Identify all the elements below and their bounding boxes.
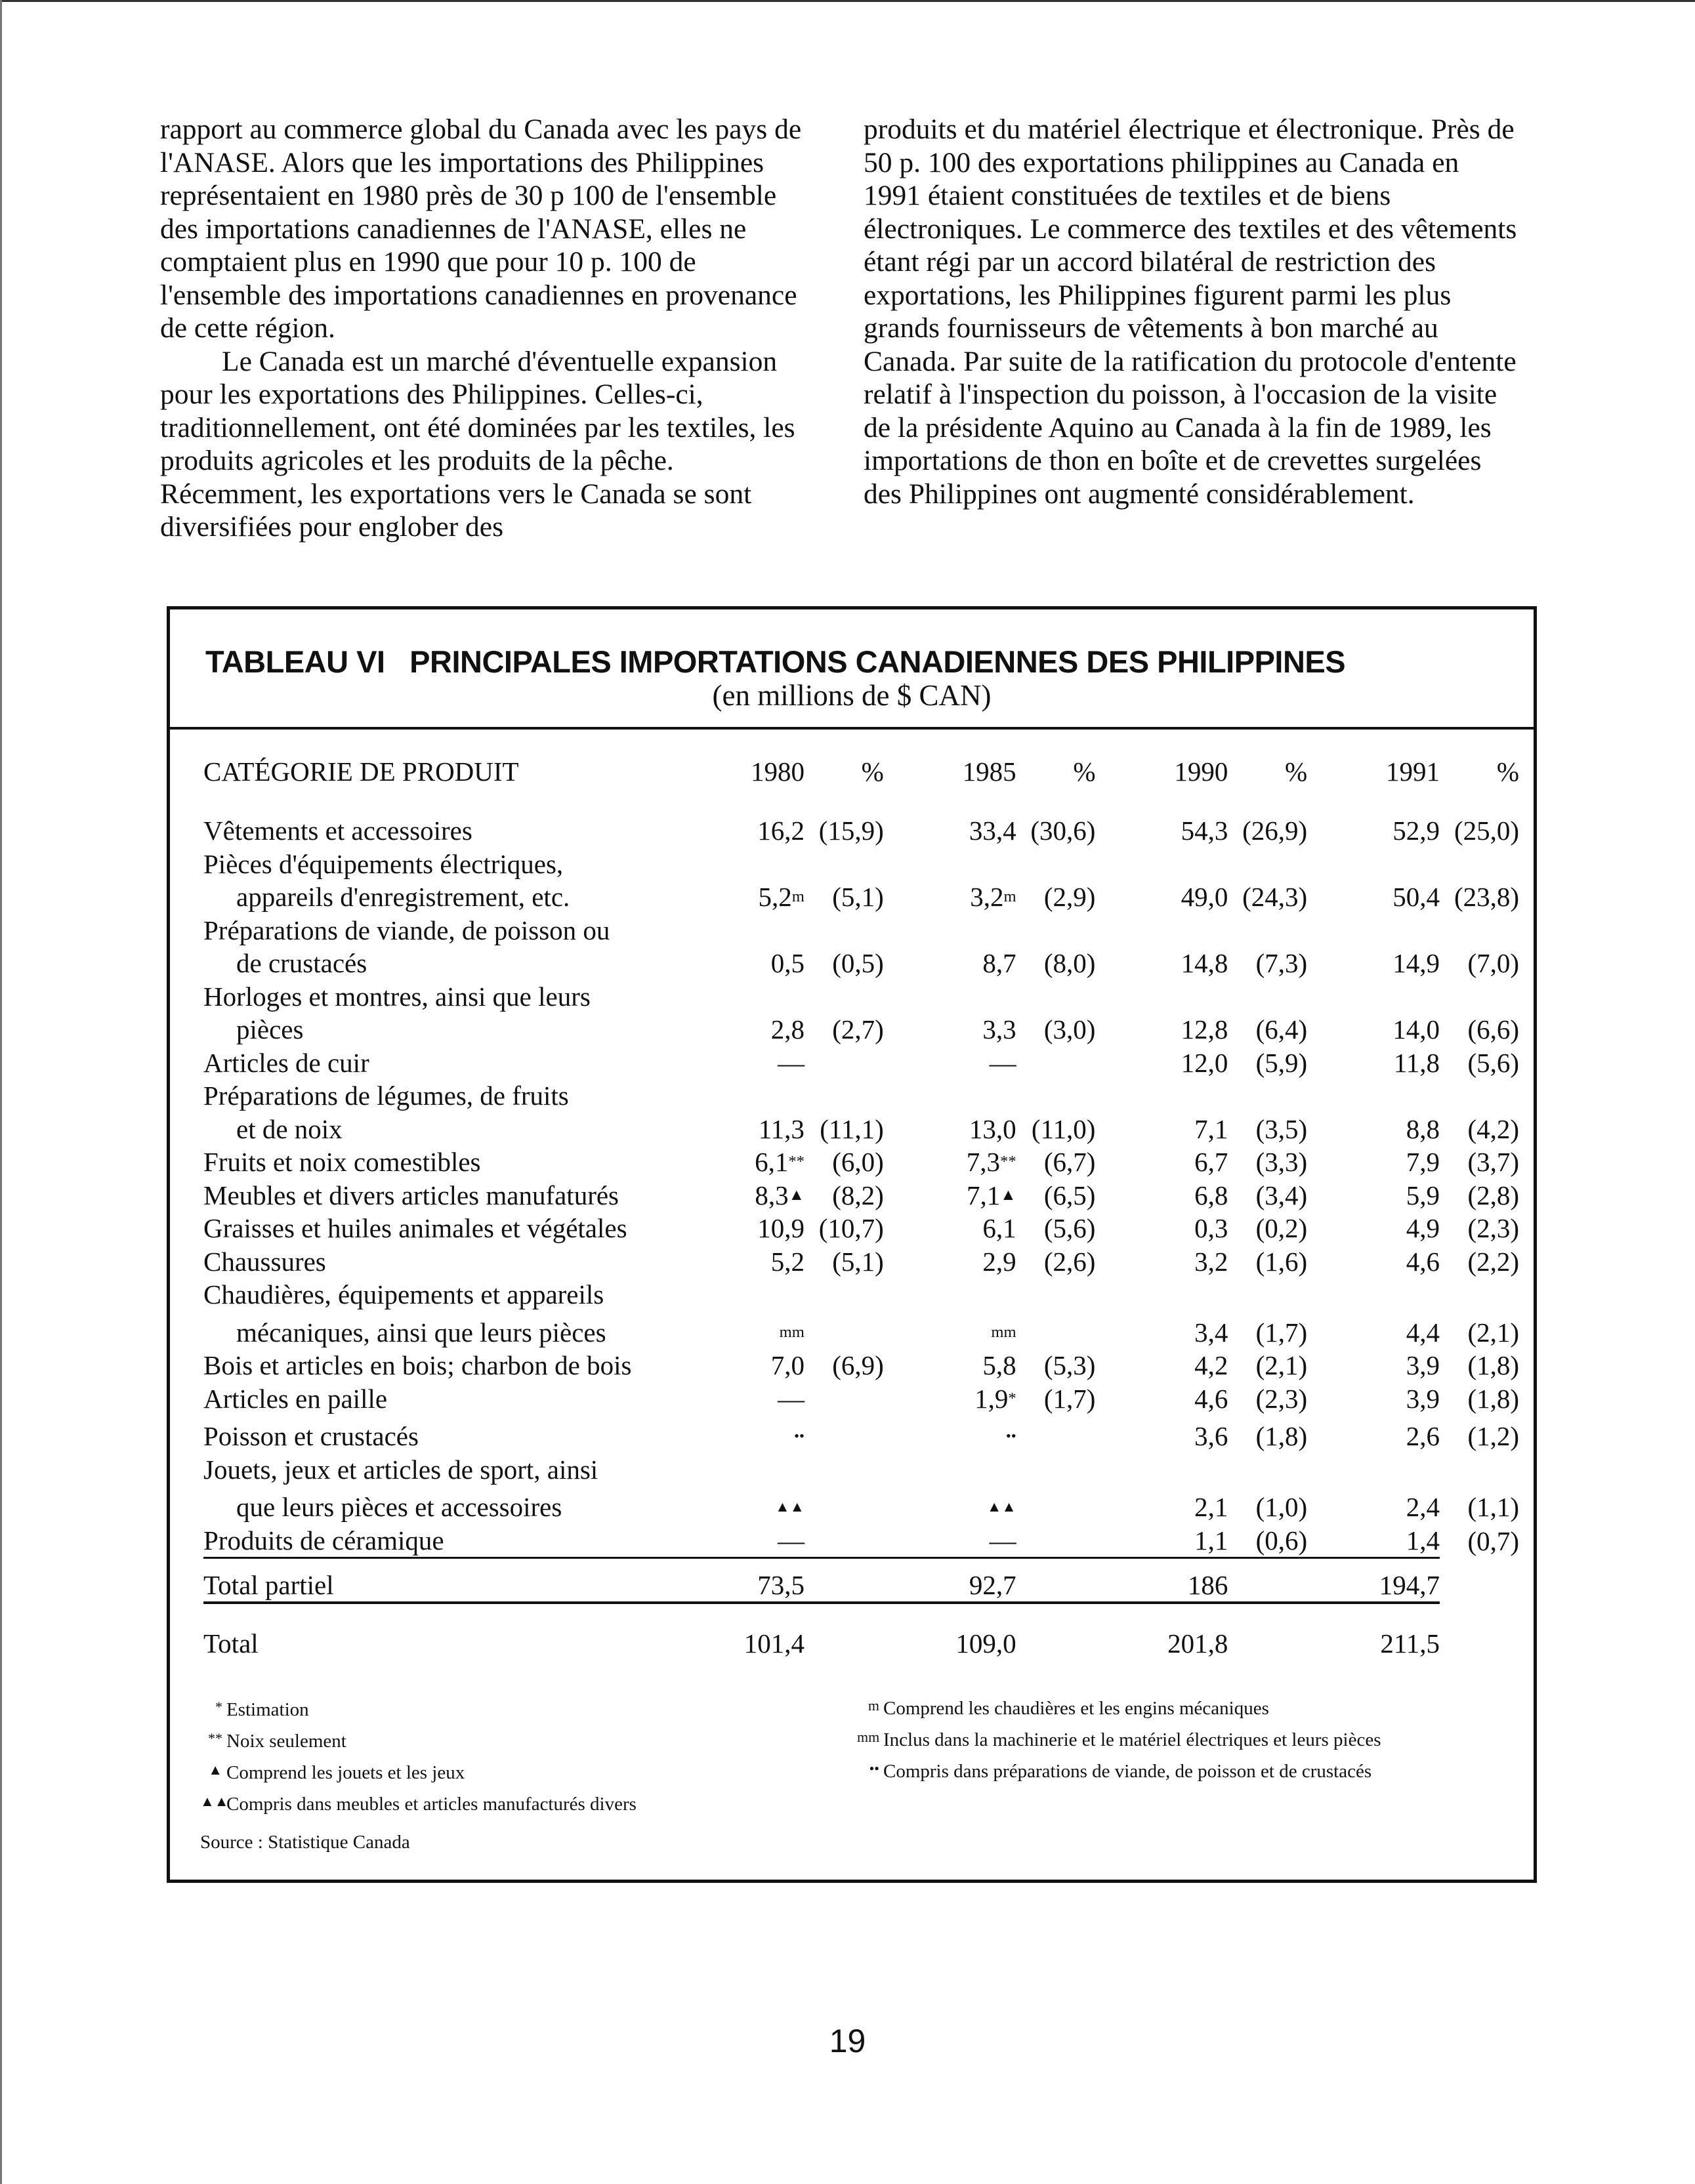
- footnote-mark: **: [208, 1730, 222, 1746]
- table-cell: 13,0: [969, 1113, 1016, 1144]
- table-cell: (23,8): [1454, 882, 1519, 912]
- table-cell: [805, 1453, 884, 1487]
- row-label: et de noix: [236, 1113, 343, 1144]
- footnotes-left: [200, 1693, 637, 1819]
- table-cell: 2,8: [770, 1014, 805, 1044]
- table-cell: [1095, 848, 1228, 881]
- table-cell: 10,9: [757, 1213, 805, 1243]
- table-cell: (6,9): [832, 1350, 884, 1380]
- table-row: [203, 1145, 1519, 1179]
- column-header: %: [1496, 756, 1519, 787]
- table-cell: [1440, 914, 1519, 947]
- row-label: Préparations de viande, de poisson ou: [203, 915, 610, 945]
- table-cell: 12,0: [1181, 1047, 1228, 1078]
- table-cell: 8,7: [982, 948, 1016, 978]
- table-cell: 6,8: [1194, 1180, 1228, 1210]
- table-cell: 5,8: [982, 1350, 1016, 1380]
- row-label: Préparations de légumes, de fruits: [203, 1081, 569, 1111]
- table-cell: [1016, 1603, 1096, 1660]
- table-row: [203, 1013, 1519, 1046]
- table-cell: 3,6: [1194, 1421, 1228, 1451]
- left-scan-edge: [0, 0, 2, 2184]
- table-cell: (10,7): [818, 1213, 884, 1243]
- row-label: Articles en paille: [203, 1383, 388, 1414]
- table-cell: (2,9): [1043, 882, 1096, 912]
- footnote-text: Inclus dans la machinerie et le matériel électriques et leurs pièces: [883, 1729, 1381, 1750]
- table-cell: 5,9: [1406, 1180, 1440, 1210]
- table-cell: (25,0): [1454, 815, 1519, 846]
- table-cell: [1095, 1079, 1228, 1113]
- table-cell: [805, 848, 884, 881]
- table-cell: (8,0): [1043, 948, 1096, 978]
- table-cell: (0,2): [1255, 1213, 1308, 1243]
- table-cell: [1440, 1603, 1519, 1660]
- footnote-text: Noix seulement: [226, 1731, 346, 1752]
- table-row: [203, 1113, 1519, 1146]
- table-cell: (6,5): [1043, 1180, 1096, 1210]
- table-cell: (3,4): [1255, 1180, 1308, 1210]
- table-cell: [1016, 980, 1096, 1014]
- column-header: 1990: [1174, 756, 1228, 787]
- table-cell: [1016, 848, 1096, 881]
- footnote-text: Estimation: [226, 1699, 309, 1720]
- column-header: %: [1073, 756, 1096, 787]
- table-cell: 194,7: [1307, 1558, 1440, 1603]
- table-cell: [672, 1453, 805, 1487]
- source-note: Source : Statistique Canada: [200, 1832, 410, 1853]
- footnote-text: Comprend les chaudières et les engins mécaniques: [883, 1698, 1269, 1719]
- row-label: Total: [203, 1603, 672, 1660]
- table-cell: (11,0): [1031, 1113, 1096, 1144]
- column-header: %: [1285, 756, 1308, 787]
- table-cell: 4,6: [1406, 1246, 1440, 1277]
- table-cell: (5,6): [1467, 1047, 1519, 1078]
- table-cell: [884, 1278, 1016, 1311]
- table-cell: (5,1): [832, 1246, 884, 1277]
- table-cell: 201,8: [1095, 1603, 1228, 1660]
- table-cell: (2,7): [832, 1014, 884, 1044]
- table-cell: (3,7): [1467, 1147, 1519, 1177]
- table-header-row: [203, 749, 1519, 788]
- table-cell: 73,5: [672, 1558, 805, 1603]
- body-paragraph: produits et du matériel électrique et électronique. Près de 50 p. 100 des exportations philippines au Canada en 1991 étaient constituées de textiles et de biens électroniques. Le commerce des textiles et des vêtements étant régi par un accord bilatéral de restriction des exportations, les Philippines figurent parmi les plus grands fournisseurs de vêtements à bon marché au Canada. Par suite de la ratification du protocole d'entente relatif à l'inspection du poisson, à l'occasion de la visite de la présidente Aquino au Canada à la fin de 1989, les importations de thon en boîte et de crevettes surgelées des Philippines ont augmenté considérablement.: [864, 113, 1517, 510]
- table-cell: 5,2: [770, 1246, 805, 1277]
- table-row: [203, 1179, 1519, 1212]
- table-cell: 101,4: [672, 1603, 805, 1660]
- footnote: [857, 1691, 1381, 1723]
- body-paragraph: rapport au commerce global du Canada avec les pays de l'ANASE. Alors que les importations des Philippines représentaient en 1980 près de 30 p 100 de l'ensemble des importations canadiennes de l'ANASE, elles ne comptaient plus en 1990 que pour 10 p. 100 de l'ensemble des importations canadiennes en provenance de cette région.: [160, 113, 802, 344]
- table-cell: (5,1): [832, 882, 884, 912]
- row-label: appareils d'enregistrement, etc.: [236, 882, 570, 912]
- table-cell: [1095, 914, 1228, 947]
- table-cell: [884, 980, 1016, 1014]
- row-label: Meubles et divers articles manufaturés: [203, 1180, 619, 1210]
- page-number: 19: [829, 2023, 866, 2059]
- table-cell: 3,3: [982, 1014, 1016, 1044]
- table-cell: [672, 1278, 805, 1311]
- table-cell: [1440, 1558, 1519, 1603]
- table-cell: 11,3: [758, 1113, 805, 1144]
- table-cell: (0,6): [1255, 1525, 1308, 1556]
- table-cell: 6,1**: [755, 1147, 805, 1177]
- table-cell: 3,2: [1194, 1246, 1228, 1277]
- table-row: [203, 1212, 1519, 1245]
- table-cell: (1,0): [1255, 1492, 1308, 1522]
- table-cell: [1095, 1453, 1228, 1487]
- table-cell: [1016, 1079, 1096, 1113]
- table-cell: ▲▲: [987, 1498, 1016, 1515]
- table-cell: (3,5): [1255, 1113, 1308, 1144]
- table-cell: (1,6): [1255, 1246, 1308, 1277]
- table-cell: [1440, 1278, 1519, 1311]
- table-cell: (2,3): [1467, 1213, 1519, 1243]
- table-cell: (2,6): [1043, 1246, 1096, 1277]
- table-cell: 2,1: [1194, 1492, 1228, 1522]
- table-cell: 14,0: [1392, 1014, 1440, 1044]
- footnote-text: Comprend les jouets et les jeux: [226, 1762, 465, 1783]
- table-cell: 92,7: [884, 1558, 1016, 1603]
- table-cell: [805, 1278, 884, 1311]
- table-cell: 3,9: [1406, 1350, 1440, 1380]
- table-cell: [1228, 1603, 1307, 1660]
- table-cell: 11,8: [1393, 1047, 1440, 1078]
- table-cell: 2,6: [1406, 1421, 1440, 1451]
- table-cell: [1228, 914, 1307, 947]
- table-row: [203, 1278, 1519, 1311]
- footnote-mark: ▲▲: [200, 1793, 229, 1809]
- body-paragraph: Le Canada est un marché d'éventuelle expansion pour les exportations des Philippines. Celles-ci, traditionnellement, ont été dominées par les textiles, les produits agricoles et les produits de la pêche. Récemment, les exportations vers le Canada se sont diversifiées pour englober des: [160, 345, 795, 543]
- table-cell: [884, 1453, 1016, 1487]
- table-cell: 16,2: [757, 815, 805, 846]
- table-cell: 54,3: [1181, 815, 1228, 846]
- table-row: [203, 1453, 1519, 1487]
- table-cell: [1228, 1558, 1307, 1603]
- table-cell: (2,1): [1467, 1317, 1519, 1348]
- table-cell: (1,8): [1255, 1421, 1308, 1451]
- total-row: [203, 1603, 1519, 1660]
- table-cell: [805, 1311, 884, 1350]
- footnote-mark: mm: [857, 1729, 880, 1745]
- footnote: [200, 1724, 637, 1756]
- table-cell: (7,0): [1467, 948, 1519, 978]
- table-cell: [1307, 1079, 1440, 1113]
- table-cell: [805, 980, 884, 1014]
- table-cell: mm: [991, 1323, 1016, 1341]
- row-label: Poisson et crustacés: [203, 1421, 419, 1451]
- table-cell: 1,9*: [974, 1383, 1016, 1414]
- table-cell: [1440, 848, 1519, 881]
- table-cell: [672, 848, 805, 881]
- table-cell: 7,1▲: [967, 1180, 1016, 1210]
- table-cell: [805, 1415, 884, 1453]
- table-cell: 7,9: [1406, 1147, 1440, 1177]
- table-cell: (1,8): [1467, 1350, 1519, 1380]
- table-cell: [1016, 914, 1096, 947]
- table-cell: [672, 1079, 805, 1113]
- table-cell: 8,8: [1406, 1113, 1440, 1144]
- table-cell: [805, 1382, 884, 1416]
- table-cell: [805, 1046, 884, 1080]
- row-label: de crustacés: [236, 948, 367, 978]
- imports-table: [203, 749, 1519, 1660]
- table-row: [203, 1382, 1519, 1416]
- table-row: [203, 880, 1519, 914]
- table-cell: 33,4: [969, 815, 1016, 846]
- table-row: [203, 814, 1519, 848]
- table-cell: 7,1: [1194, 1113, 1228, 1144]
- table-cell: 1,4: [1406, 1525, 1440, 1556]
- table-cell: (3,0): [1043, 1014, 1096, 1044]
- table-cell: [1095, 980, 1228, 1014]
- table-cell: —: [989, 1525, 1016, 1556]
- table-cell: [884, 914, 1016, 947]
- table-cell: [1228, 1278, 1307, 1311]
- table-cell: (1,7): [1255, 1317, 1308, 1348]
- column-header-category: CATÉGORIE DE PRODUIT: [203, 756, 519, 787]
- table-row: [203, 1046, 1519, 1080]
- footnote-mark: *: [215, 1699, 222, 1715]
- row-label: Bois et articles en bois; charbon de bois: [203, 1350, 632, 1380]
- table-cell: [1307, 1453, 1440, 1487]
- table-cell: —: [777, 1383, 805, 1414]
- row-label: Pièces d'équipements électriques,: [203, 848, 564, 879]
- footnote-mark: m: [868, 1697, 879, 1714]
- top-scan-edge: [0, 0, 1695, 2]
- table-row: [203, 848, 1519, 881]
- table-cell: [805, 1603, 884, 1660]
- table-cell: [1228, 1453, 1307, 1487]
- table-cell: [805, 1524, 884, 1558]
- table-cell: [805, 914, 884, 947]
- table-cell: 5,2$^m$: [758, 882, 805, 912]
- table-cell: (1,7): [1043, 1383, 1096, 1414]
- table-cell: (5,3): [1043, 1350, 1096, 1380]
- table-cell: 0,3: [1194, 1213, 1228, 1243]
- table-cell: ••: [794, 1428, 805, 1444]
- footnote-text: Compris dans meubles et articles manufacturés divers: [226, 1794, 637, 1815]
- table-cell: [1016, 1046, 1096, 1080]
- table-cell: [1228, 980, 1307, 1014]
- row-label: Produits de céramique: [203, 1525, 444, 1556]
- table-row: [203, 914, 1519, 947]
- table-row: [203, 1079, 1519, 1113]
- table-row: [203, 1245, 1519, 1279]
- table-cell: 6,7: [1194, 1147, 1228, 1177]
- table-cell: (8,2): [832, 1180, 884, 1210]
- table-row: [203, 980, 1519, 1014]
- row-label: Articles de cuir: [203, 1047, 369, 1078]
- table-cell: 4,9: [1406, 1213, 1440, 1243]
- table-cell: [805, 1486, 884, 1524]
- table-cell: [1307, 848, 1440, 881]
- table-cell: 7,3**: [966, 1147, 1016, 1177]
- column-header: 1980: [750, 756, 805, 787]
- table-cell: (0,7): [1467, 1526, 1519, 1556]
- row-label: pièces: [236, 1014, 304, 1044]
- column-header: 1985: [962, 756, 1016, 787]
- table-cell: [672, 914, 805, 947]
- table-cell: [884, 1079, 1016, 1113]
- table-cell: (2,8): [1467, 1180, 1519, 1210]
- table-row: [203, 1415, 1519, 1453]
- footnote: [200, 1787, 637, 1819]
- row-label: Chaussures: [203, 1246, 326, 1277]
- table-cell: (2,3): [1255, 1383, 1308, 1414]
- footnote-text: Compris dans préparations de viande, de poisson et de crustacés: [883, 1761, 1372, 1782]
- table-cell: (26,9): [1242, 815, 1308, 846]
- table-cell: (6,7): [1043, 1147, 1096, 1177]
- table-cell: (1,1): [1467, 1492, 1519, 1522]
- table-row: [203, 947, 1519, 980]
- table-cell: 4,4: [1406, 1317, 1440, 1348]
- table-cell: (15,9): [818, 815, 884, 846]
- spacer-row: [203, 788, 1519, 814]
- footnotes-right: [857, 1691, 1381, 1786]
- table-cell: 6,1: [982, 1213, 1016, 1243]
- table-cell: 4,2: [1194, 1350, 1228, 1380]
- table-cell: [1016, 1453, 1096, 1487]
- table-cell: [805, 1558, 884, 1603]
- table-cell: —: [989, 1047, 1016, 1078]
- row-label: mécaniques, ainsi que leurs pièces: [236, 1317, 606, 1348]
- table-cell: (3,3): [1255, 1147, 1308, 1177]
- body-text-right-column: [864, 113, 1523, 510]
- table-cell: [1307, 1278, 1440, 1311]
- table-cell: (24,3): [1242, 882, 1308, 912]
- table-cell: [1307, 914, 1440, 947]
- table-cell: [1228, 848, 1307, 881]
- table-cell: 2,9: [982, 1246, 1016, 1277]
- footnote: [200, 1756, 637, 1787]
- table-cell: ▲▲: [775, 1498, 805, 1515]
- table-cell: 52,9: [1392, 815, 1440, 846]
- table-cell: (5,6): [1043, 1213, 1096, 1243]
- table-cell: [805, 1079, 884, 1113]
- table-row: [203, 1486, 1519, 1524]
- table-cell: [1440, 1453, 1519, 1487]
- row-label: Chaudières, équipements et appareils: [203, 1279, 604, 1309]
- table-cell: [1016, 1415, 1096, 1453]
- table-cell: —: [777, 1047, 805, 1078]
- table-cell: [1016, 1524, 1096, 1558]
- table-cell: [1016, 1486, 1096, 1524]
- table-cell: ••: [1005, 1428, 1016, 1444]
- table-cell: [1228, 1079, 1307, 1113]
- table-cell: (6,4): [1255, 1014, 1308, 1044]
- table-cell: 211,5: [1307, 1603, 1440, 1660]
- table-cell: (2,2): [1467, 1246, 1519, 1277]
- row-label: Total partiel: [203, 1558, 672, 1603]
- table-cell: 50,4: [1392, 882, 1440, 912]
- column-header: %: [861, 756, 884, 787]
- table-cell: 7,0: [770, 1350, 805, 1380]
- table-cell: 1,1: [1194, 1525, 1228, 1556]
- footnote-mark: ••: [869, 1760, 879, 1777]
- table-cell: —: [777, 1525, 805, 1556]
- table-cell: [1016, 1311, 1096, 1350]
- table-cell: 4,6: [1194, 1383, 1228, 1414]
- table-cell: [1307, 980, 1440, 1014]
- footnote-mark: ▲: [208, 1762, 222, 1778]
- table-row: [203, 1524, 1519, 1558]
- table-cell: (1,8): [1467, 1383, 1519, 1414]
- row-label: Graisses et huiles animales et végétales: [203, 1213, 627, 1243]
- row-label: Fruits et noix comestibles: [203, 1147, 481, 1177]
- table-cell: 8,3▲: [755, 1180, 805, 1210]
- table-cell: (6,6): [1467, 1014, 1519, 1044]
- table-cell: (1,2): [1467, 1421, 1519, 1451]
- table-cell: (11,1): [820, 1113, 884, 1144]
- row-label: Vêtements et accessoires: [203, 815, 472, 846]
- table-cell: 12,8: [1181, 1014, 1228, 1044]
- table-header-band: [170, 609, 1534, 730]
- table-subtitle: (en millions de $ CAN): [712, 679, 992, 712]
- table-cell: [1016, 1558, 1096, 1603]
- table-cell: (7,3): [1255, 948, 1308, 978]
- table-cell: [1016, 1278, 1096, 1311]
- row-label: Jouets, jeux et articles de sport, ainsi: [203, 1454, 598, 1485]
- table-row: [203, 1311, 1519, 1350]
- table-cell: 14,9: [1392, 948, 1440, 978]
- table-cell: 0,5: [770, 948, 805, 978]
- table-cell: 49,0: [1181, 882, 1228, 912]
- table-cell: [884, 848, 1016, 881]
- table-cell: [1095, 1278, 1228, 1311]
- table-cell: (30,6): [1030, 815, 1096, 846]
- table-cell: [672, 980, 805, 1014]
- footnote: [857, 1723, 1381, 1754]
- row-label: que leurs pièces et accessoires: [236, 1492, 562, 1522]
- table-cell: (5,9): [1255, 1047, 1308, 1078]
- column-header: 1991: [1386, 756, 1440, 787]
- footnote: [200, 1693, 637, 1724]
- table-cell: 14,8: [1181, 948, 1228, 978]
- table-cell: 2,4: [1406, 1492, 1440, 1522]
- table-cell: 3,2$^m$: [970, 882, 1016, 912]
- body-text-left-column: [160, 113, 810, 544]
- footnote: [857, 1754, 1381, 1786]
- row-label: Horloges et montres, ainsi que leurs: [203, 981, 591, 1012]
- table-cell: [1440, 980, 1519, 1014]
- table-cell: (6,0): [832, 1147, 884, 1177]
- table-cell: (0,5): [832, 948, 884, 978]
- table-cell: 109,0: [884, 1603, 1016, 1660]
- table-cell: 3,9: [1406, 1383, 1440, 1414]
- table-row: [203, 1349, 1519, 1382]
- table-cell: 3,4: [1194, 1317, 1228, 1348]
- table-cell: (4,2): [1467, 1113, 1519, 1144]
- table-title: TABLEAU VI PRINCIPALES IMPORTATIONS CANADIENNES DES PHILIPPINES: [205, 644, 1346, 679]
- table-cell: mm: [779, 1323, 805, 1341]
- table-cell: 186: [1095, 1558, 1228, 1603]
- table-cell: (2,1): [1255, 1350, 1308, 1380]
- total-partial-row: [203, 1558, 1519, 1603]
- table-cell: [1440, 1079, 1519, 1113]
